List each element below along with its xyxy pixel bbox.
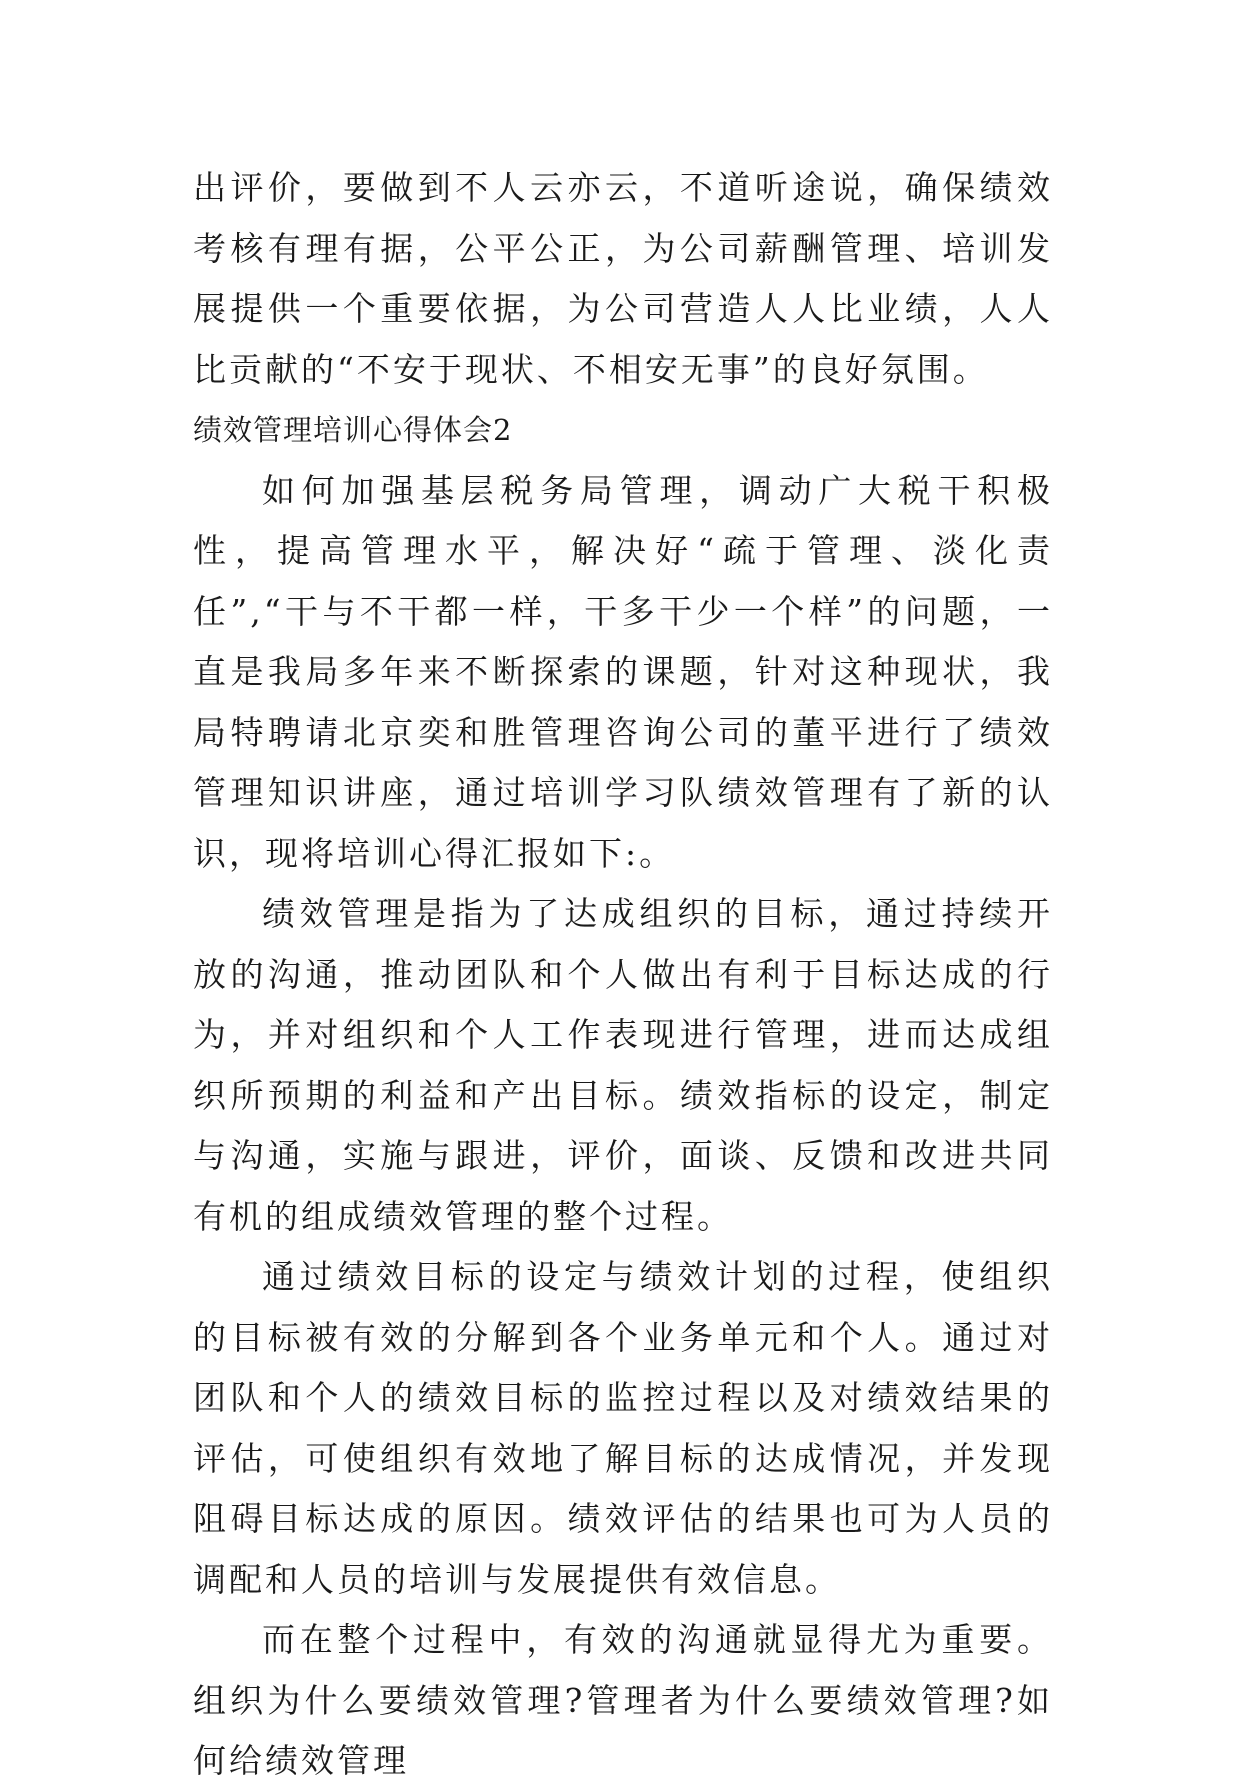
paragraph-definition: 绩效管理是指为了达成组织的目标，通过持续开放的沟通，推动团队和个人做出有利于目标达成的行为，并对组织和个人工作表现进行管理，进而达成组织所预期的利益和产出目标。绩效指标的设定，制定与沟通，实施与跟进，评价，面谈、反馈和改进共同有机的组成绩效管理的整个过程。 bbox=[193, 894, 1053, 1236]
paragraph-communication: 而在整个过程中，有效的沟通就显得尤为重要。组织为什么要绩效管理?管理者为什么要绩效管理?如何给绩效管理 bbox=[193, 1620, 1053, 1780]
paragraph-goals: 通过绩效目标的设定与绩效计划的过程，使组织的目标被有效的分解到各个业务单元和个人。通过对团队和个人的绩效目标的监控过程以及对绩效结果的评估，可使组织有效地了解目标的达成情况，并发现阻碍目标达成的原因。绩效评估的结果也可为人员的调配和人员的培训与发展提供有效信息。 bbox=[193, 1257, 1053, 1599]
paragraph-intro: 如何加强基层税务局管理，调动广大税干积极性，提高管理水平，解决好“疏于管理、淡化责任”,“干与不干都一样，干多干少一个样”的问题，一直是我局多年来不断探索的课题，针对这种现状，我局特聘请北京奕和胜管理咨询公司的董平进行了绩效管理知识讲座，通过培训学习队绩效管理有了新的认识，现将培训心得汇报如下:。 bbox=[193, 470, 1053, 873]
document-body bbox=[193, 158, 1053, 1792]
paragraph-continuation: 出评价，要做到不人云亦云，不道听途说，确保绩效考核有理有据，公平公正，为公司薪酬管理、培训发展提供一个重要依据，为公司营造人人比业绩，人人比贡献的“不安于现状、不相安无事”的良好氛围。 bbox=[193, 168, 1053, 389]
section-heading: 绩效管理培训心得体会2 bbox=[193, 413, 513, 447]
